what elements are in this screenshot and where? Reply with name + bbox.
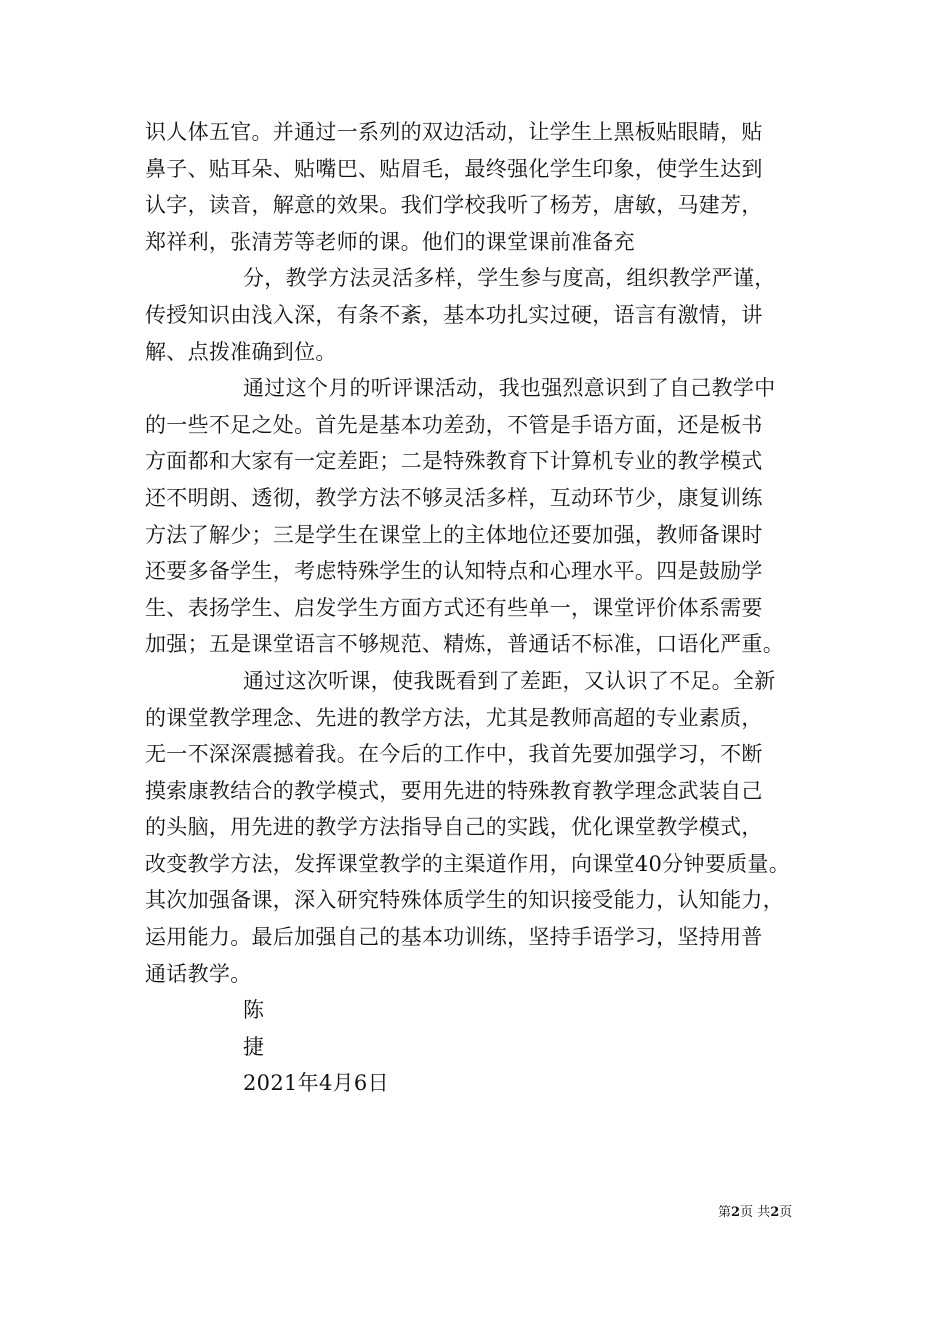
footer-prefix: 第 xyxy=(718,1205,732,1220)
signature-name-line: 陈 xyxy=(243,998,265,1023)
footer-middle: 页 共 xyxy=(740,1205,771,1220)
text-line: 识人体五官。并通过一系列的双边活动，让学生上黑板贴眼睛，贴 xyxy=(145,120,763,144)
text-line: 郑祥利，张清芳等老师的课。他们的课堂课前准备充 xyxy=(145,229,635,254)
text-line: 方面都和大家有一定差距；二是特殊教育下计算机专业的教学模式 xyxy=(145,449,763,474)
text-line: 传授知识由浅入深，有条不紊，基本功扎实过硬，语言有激情，讲 xyxy=(145,302,763,327)
paragraph-start-line: 通过这个月的听评课活动，我也强烈意识到了自己教学中 xyxy=(243,376,776,401)
text-line: 加强；五是课堂语言不够规范、精炼，普通话不标准，口语化严重。 xyxy=(145,632,784,657)
text-line: 通话教学。 xyxy=(145,961,252,986)
footer-total-pages: 2 xyxy=(770,1205,780,1220)
footer-current-page: 2 xyxy=(731,1205,741,1220)
footer-suffix: 页 xyxy=(779,1205,793,1220)
text-line: 运用能力。最后加强自己的基本功训练，坚持手语学习，坚持用普 xyxy=(145,925,763,950)
paragraph-start-line: 通过这次听课，使我既看到了差距，又认识了不足。全新 xyxy=(243,668,776,693)
text-line: 的头脑，用先进的教学方法指导自己的实践，优化课堂教学模式， xyxy=(145,815,763,840)
text-line: 的课堂教学理念、先进的教学方法，尤其是教师高超的专业素质， xyxy=(145,705,763,730)
page-footer xyxy=(718,1204,792,1222)
signature-name-line: 捷 xyxy=(243,1034,265,1059)
text-line: 方法了解少；三是学生在课堂上的主体地位还要加强，教师备课时 xyxy=(145,522,763,547)
text-line: 改变教学方法，发挥课堂教学的主渠道作用，向课堂40分钟要质量。 xyxy=(145,851,791,876)
text-line: 的一些不足之处。首先是基本功差劲，不管是手语方面，还是板书 xyxy=(145,412,763,437)
text-line: 鼻子、贴耳朵、贴嘴巴、贴眉毛，最终强化学生印象，使学生达到 xyxy=(145,156,763,181)
document-body xyxy=(145,114,810,1102)
text-line: 还要多备学生，考虑特殊学生的认知特点和心理水平。四是鼓励学 xyxy=(145,559,763,584)
text-line: 摸索康教结合的教学模式，要用先进的特殊教育教学理念武装自己 xyxy=(145,778,763,803)
signature-date: 2021年4月6日 xyxy=(243,1071,389,1096)
text-line: 生、表扬学生、启发学生方面方式还有些单一，课堂评价体系需要 xyxy=(145,595,763,620)
text-line: 分，教学方法灵活多样，学生参与度高，组织教学严谨， xyxy=(243,266,776,291)
text-line: 解、点拨准确到位。 xyxy=(145,339,337,364)
text-line: 认字，读音，解意的效果。我们学校我听了杨芳，唐敏，马建芳， xyxy=(145,193,763,218)
text-line: 其次加强备课，深入研究特殊体质学生的知识接受能力，认知能力， xyxy=(145,888,784,913)
text-line: 无一不深深震撼着我。在今后的工作中，我首先要加强学习，不断 xyxy=(145,742,763,767)
text-line: 还不明朗、透彻，教学方法不够灵活多样，互动环节少，康复训练 xyxy=(145,485,763,510)
